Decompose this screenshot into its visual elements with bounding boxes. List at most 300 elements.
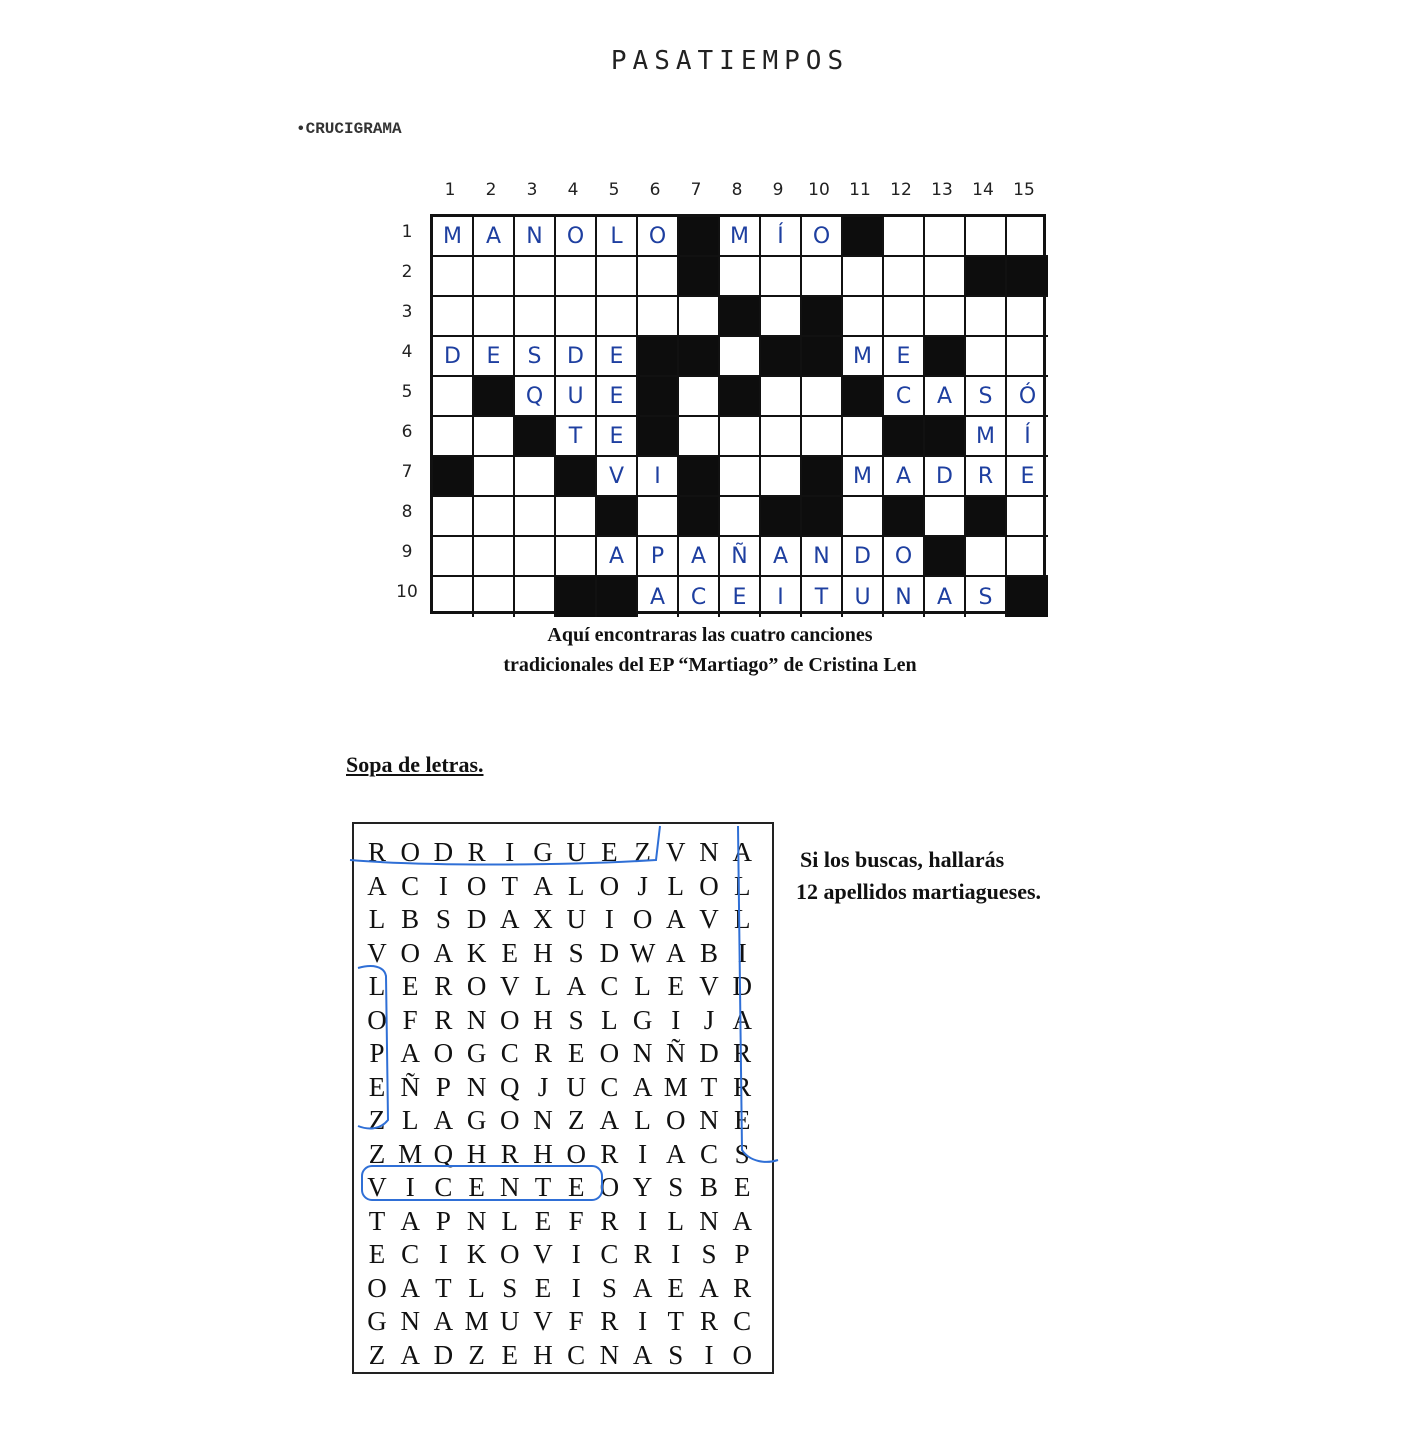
crossword-cell[interactable] [515, 457, 556, 497]
crossword-cell[interactable] [474, 257, 515, 297]
crossword-cell[interactable]: E [597, 377, 638, 417]
crossword-cell[interactable]: M [433, 217, 474, 257]
wordsearch-letter[interactable]: S [668, 1339, 684, 1370]
wordsearch-letter[interactable]: A [632, 1339, 653, 1370]
wordsearch-letter[interactable]: S [568, 1004, 584, 1035]
wordsearch-letter[interactable]: S [701, 1239, 717, 1269]
wordsearch-letter[interactable]: O [566, 1138, 586, 1169]
crossword-cell[interactable]: M [966, 417, 1007, 457]
wordsearch-letter[interactable]: Y [632, 1172, 653, 1202]
wordsearch-letter[interactable]: G [466, 1105, 487, 1135]
wordsearch-letter[interactable]: O [500, 1004, 520, 1035]
wordsearch-letter[interactable]: A [666, 1138, 686, 1169]
wordsearch-letter[interactable]: C [600, 1071, 619, 1102]
wordsearch-letter[interactable]: R [733, 1272, 752, 1303]
wordsearch-letter[interactable]: R [467, 837, 486, 867]
wordsearch-letter[interactable]: A [433, 1306, 454, 1336]
crossword-cell[interactable]: A [925, 577, 966, 617]
wordsearch-letter[interactable]: R [533, 1038, 552, 1068]
crossword-cell[interactable] [720, 257, 761, 297]
crossword-cell[interactable] [474, 417, 515, 457]
wordsearch-letter[interactable]: A [400, 1205, 420, 1236]
wordsearch-letter[interactable]: A [500, 904, 520, 934]
wordsearch-letter[interactable]: C [434, 1172, 453, 1202]
wordsearch-letter[interactable]: E [401, 971, 419, 1001]
wordsearch-letter[interactable]: A [666, 904, 686, 934]
wordsearch-letter[interactable]: L [634, 1105, 651, 1135]
crossword-cell[interactable] [761, 257, 802, 297]
wordsearch-letter[interactable]: I [704, 1339, 714, 1370]
wordsearch-letter[interactable]: W [629, 937, 656, 968]
crossword-cell[interactable]: A [884, 457, 925, 497]
wordsearch-letter[interactable]: O [599, 1172, 620, 1202]
wordsearch-letter[interactable]: I [638, 1138, 648, 1169]
crossword-cell[interactable]: S [966, 377, 1007, 417]
crossword-cell[interactable] [597, 297, 638, 337]
wordsearch-letter[interactable]: I [671, 1004, 681, 1035]
crossword-cell[interactable] [515, 497, 556, 537]
crossword-cell[interactable]: Ó [1007, 377, 1048, 417]
crossword-cell[interactable] [556, 297, 597, 337]
crossword-cell[interactable] [966, 217, 1007, 257]
wordsearch-letter[interactable]: A [732, 1205, 752, 1236]
crossword-cell[interactable] [761, 417, 802, 457]
wordsearch-letter[interactable]: T [534, 1172, 552, 1202]
wordsearch-letter[interactable]: Z [368, 1138, 386, 1169]
wordsearch-letter[interactable]: I [737, 937, 747, 968]
wordsearch-letter[interactable]: F [568, 1205, 584, 1236]
wordsearch-letter[interactable]: R [600, 1138, 619, 1169]
wordsearch-letter[interactable]: R [699, 1306, 718, 1336]
wordsearch-letter[interactable]: O [599, 1038, 620, 1068]
crossword-cell[interactable]: M [843, 337, 884, 377]
crossword-cell[interactable] [597, 257, 638, 297]
crossword-cell[interactable]: N [884, 577, 925, 617]
wordsearch-letter[interactable]: K [466, 1239, 487, 1269]
wordsearch-letter[interactable]: S [668, 1172, 684, 1202]
wordsearch-letter[interactable]: I [505, 837, 515, 867]
wordsearch-letter[interactable]: N [466, 1004, 487, 1035]
wordsearch-letter[interactable]: R [434, 1004, 453, 1035]
wordsearch-letter[interactable]: E [534, 1272, 552, 1303]
crossword-cell[interactable] [720, 457, 761, 497]
wordsearch-letter[interactable]: O [699, 870, 719, 901]
wordsearch-letter[interactable]: E [601, 837, 618, 867]
crossword-cell[interactable] [843, 417, 884, 457]
wordsearch-letter[interactable]: H [533, 1004, 553, 1035]
wordsearch-letter[interactable]: N [400, 1306, 420, 1336]
wordsearch-letter[interactable]: L [401, 1105, 419, 1135]
crossword-cell[interactable]: R [966, 457, 1007, 497]
crossword-cell[interactable]: D [843, 537, 884, 577]
wordsearch-letter[interactable]: A [732, 837, 752, 867]
wordsearch-letter[interactable]: O [433, 1038, 454, 1068]
crossword-cell[interactable] [802, 257, 843, 297]
wordsearch-letter[interactable]: G [466, 1038, 487, 1068]
crossword-cell[interactable] [720, 497, 761, 537]
crossword-cell[interactable]: Q [515, 377, 556, 417]
wordsearch-letter[interactable]: X [533, 904, 553, 934]
wordsearch-letter[interactable]: O [400, 837, 420, 867]
wordsearch-letter[interactable]: C [500, 1038, 519, 1068]
wordsearch-letter[interactable]: U [566, 837, 586, 867]
crossword-cell[interactable]: D [925, 457, 966, 497]
wordsearch-letter[interactable]: O [466, 870, 487, 901]
crossword-cell[interactable] [1007, 537, 1048, 577]
crossword-cell[interactable] [433, 417, 474, 457]
crossword-cell[interactable]: S [966, 577, 1007, 617]
wordsearch-letter[interactable]: E [733, 1105, 751, 1135]
crossword-cell[interactable] [515, 537, 556, 577]
wordsearch-letter[interactable]: J [537, 1071, 549, 1102]
crossword-cell[interactable] [802, 417, 843, 457]
wordsearch-letter[interactable]: D [699, 1038, 719, 1068]
crossword-cell[interactable]: D [556, 337, 597, 377]
wordsearch-letter[interactable]: J [703, 1004, 715, 1035]
wordsearch-letter[interactable]: R [733, 1071, 752, 1102]
crossword-cell[interactable] [679, 297, 720, 337]
wordsearch-letter[interactable]: I [604, 904, 614, 934]
wordsearch-letter[interactable]: L [667, 870, 685, 901]
wordsearch-letter[interactable]: S [601, 1272, 617, 1303]
wordsearch-letter[interactable]: F [568, 1306, 584, 1336]
wordsearch-letter[interactable]: D [599, 937, 620, 968]
crossword-cell[interactable] [966, 297, 1007, 337]
wordsearch-letter[interactable]: P [435, 1071, 451, 1102]
crossword-cell[interactable] [1007, 497, 1048, 537]
wordsearch-letter[interactable]: E [733, 1172, 751, 1202]
crossword-cell[interactable]: E [884, 337, 925, 377]
crossword-cell[interactable]: S [515, 337, 556, 377]
wordsearch-letter[interactable]: N [599, 1339, 620, 1370]
crossword-cell[interactable] [515, 297, 556, 337]
crossword-cell[interactable] [925, 257, 966, 297]
wordsearch-letter[interactable]: E [368, 1239, 386, 1269]
crossword-cell[interactable] [802, 377, 843, 417]
wordsearch-letter[interactable]: A [400, 1272, 420, 1303]
crossword-cell[interactable] [1007, 217, 1048, 257]
wordsearch-letter[interactable]: N [500, 1172, 520, 1202]
crossword-cell[interactable] [1007, 297, 1048, 337]
wordsearch-letter[interactable]: S [502, 1272, 518, 1303]
wordsearch-letter[interactable]: A [732, 1004, 752, 1035]
wordsearch-letter[interactable]: E [468, 1172, 485, 1202]
wordsearch-letter[interactable]: C [401, 1239, 420, 1269]
wordsearch-letter[interactable]: G [367, 1306, 387, 1336]
crossword-cell[interactable] [474, 457, 515, 497]
crossword-cell[interactable] [843, 257, 884, 297]
wordsearch-letter[interactable]: U [500, 1306, 520, 1336]
crossword-cell[interactable]: N [802, 537, 843, 577]
crossword-cell[interactable]: Ñ [720, 537, 761, 577]
crossword-cell[interactable] [761, 297, 802, 337]
crossword-cell[interactable]: E [720, 577, 761, 617]
crossword-cell[interactable]: M [843, 457, 884, 497]
crossword-cell[interactable]: I [638, 457, 679, 497]
wordsearch-letter[interactable]: Z [468, 1339, 485, 1370]
crossword-cell[interactable] [474, 577, 515, 617]
crossword-cell[interactable] [433, 257, 474, 297]
wordsearch-letter[interactable]: V [699, 971, 719, 1001]
wordsearch-letter[interactable]: Z [567, 1105, 585, 1135]
wordsearch-letter[interactable]: R [434, 971, 453, 1001]
crossword-cell[interactable] [966, 537, 1007, 577]
crossword-cell[interactable] [720, 417, 761, 457]
wordsearch-letter[interactable]: S [568, 937, 584, 968]
wordsearch-letter[interactable]: Ñ [400, 1071, 420, 1102]
crossword-cell[interactable] [1007, 337, 1048, 377]
wordsearch-letter[interactable]: A [599, 1105, 620, 1135]
crossword-cell[interactable] [638, 497, 679, 537]
crossword-cell[interactable] [966, 337, 1007, 377]
crossword-cell[interactable]: L [597, 217, 638, 257]
wordsearch-letter[interactable]: L [534, 971, 552, 1001]
wordsearch-letter[interactable]: E [501, 1339, 519, 1370]
wordsearch-letter[interactable]: H [466, 1138, 487, 1169]
wordsearch-letter[interactable]: O [632, 904, 653, 934]
wordsearch-letter[interactable]: N [699, 837, 719, 867]
wordsearch-letter[interactable]: D [433, 1339, 454, 1370]
crossword-cell[interactable] [925, 497, 966, 537]
wordsearch-letter[interactable]: A [699, 1272, 719, 1303]
crossword-cell[interactable]: T [556, 417, 597, 457]
wordsearch-letter[interactable]: J [637, 870, 648, 901]
crossword-cell[interactable] [679, 417, 720, 457]
crossword-cell[interactable] [761, 457, 802, 497]
wordsearch-letter[interactable]: M [464, 1306, 489, 1336]
wordsearch-letter[interactable]: E [667, 971, 685, 1001]
wordsearch-letter[interactable]: Q [433, 1138, 454, 1169]
crossword-cell[interactable] [638, 297, 679, 337]
wordsearch-letter[interactable]: T [700, 1071, 718, 1102]
wordsearch-letter[interactable]: O [500, 1105, 520, 1135]
wordsearch-letter[interactable]: E [567, 1172, 585, 1202]
wordsearch-letter[interactable]: A [533, 870, 553, 901]
wordsearch-letter[interactable]: E [534, 1205, 552, 1236]
wordsearch-letter[interactable]: M [663, 1071, 688, 1102]
wordsearch-letter[interactable]: E [368, 1071, 386, 1102]
wordsearch-letter[interactable]: N [632, 1038, 653, 1068]
wordsearch-letter[interactable]: I [571, 1239, 581, 1269]
wordsearch-letter[interactable]: C [699, 1138, 718, 1169]
crossword-cell[interactable] [474, 297, 515, 337]
wordsearch-letter[interactable]: A [400, 1339, 420, 1370]
crossword-cell[interactable]: D [433, 337, 474, 377]
wordsearch-letter[interactable]: U [566, 904, 586, 934]
wordsearch-letter[interactable]: I [405, 1172, 415, 1202]
wordsearch-letter[interactable]: P [734, 1239, 750, 1269]
crossword-cell[interactable] [433, 297, 474, 337]
wordsearch-letter[interactable]: O [367, 1004, 387, 1035]
wordsearch-letter[interactable]: U [566, 1071, 586, 1102]
crossword-cell[interactable]: O [556, 217, 597, 257]
wordsearch-letter[interactable]: I [438, 870, 448, 901]
wordsearch-letter[interactable]: N [466, 1071, 487, 1102]
wordsearch-letter[interactable]: K [466, 937, 487, 968]
wordsearch-letter[interactable]: N [533, 1105, 553, 1135]
crossword-cell[interactable]: Í [1007, 417, 1048, 457]
wordsearch-letter[interactable]: O [400, 937, 420, 968]
crossword-cell[interactable]: O [884, 537, 925, 577]
wordsearch-letter[interactable]: I [638, 1306, 648, 1336]
wordsearch-letter[interactable]: C [401, 870, 420, 901]
wordsearch-letter[interactable]: C [733, 1306, 752, 1336]
wordsearch-letter[interactable]: C [567, 1339, 586, 1370]
wordsearch-letter[interactable]: A [433, 937, 454, 968]
wordsearch-letter[interactable]: A [433, 1105, 454, 1135]
wordsearch-letter[interactable]: T [435, 1272, 452, 1303]
wordsearch-letter[interactable]: V [533, 1306, 553, 1336]
crossword-cell[interactable]: V [597, 457, 638, 497]
crossword-cell[interactable]: P [638, 537, 679, 577]
wordsearch-letter[interactable]: N [699, 1205, 719, 1236]
wordsearch-letter[interactable]: R [733, 1038, 752, 1068]
wordsearch-letter[interactable]: I [671, 1239, 681, 1269]
wordsearch-letter[interactable]: A [666, 937, 686, 968]
crossword-cell[interactable] [638, 257, 679, 297]
crossword-cell[interactable]: A [925, 377, 966, 417]
crossword-cell[interactable] [679, 377, 720, 417]
wordsearch-letter[interactable]: R [633, 1239, 652, 1269]
wordsearch-letter[interactable]: F [402, 1004, 418, 1035]
wordsearch-letter[interactable]: L [368, 971, 386, 1001]
wordsearch-letter[interactable]: H [533, 1339, 553, 1370]
wordsearch-letter[interactable]: G [632, 1004, 653, 1035]
wordsearch-letter[interactable]: P [435, 1205, 451, 1236]
crossword-cell[interactable]: U [556, 377, 597, 417]
wordsearch-letter[interactable]: O [367, 1272, 387, 1303]
crossword-cell[interactable] [925, 217, 966, 257]
wordsearch-letter[interactable]: L [368, 904, 386, 934]
wordsearch-letter[interactable]: N [466, 1205, 487, 1236]
wordsearch-letter[interactable]: L [733, 904, 751, 934]
crossword-cell[interactable] [761, 377, 802, 417]
crossword-cell[interactable]: M [720, 217, 761, 257]
crossword-cell[interactable] [515, 577, 556, 617]
wordsearch-letter[interactable]: C [600, 1239, 619, 1269]
wordsearch-letter[interactable]: R [600, 1306, 619, 1336]
crossword-cell[interactable] [884, 257, 925, 297]
crossword-cell[interactable] [433, 537, 474, 577]
wordsearch-letter[interactable]: D [466, 904, 487, 934]
crossword-cell[interactable]: A [679, 537, 720, 577]
wordsearch-letter[interactable]: S [435, 904, 451, 934]
wordsearch-letter[interactable]: O [500, 1239, 520, 1269]
wordsearch-letter[interactable]: D [433, 837, 454, 867]
wordsearch-letter[interactable]: S [734, 1138, 750, 1169]
wordsearch-letter[interactable]: G [533, 837, 553, 867]
wordsearch-letter[interactable]: O [466, 971, 487, 1001]
crossword-cell[interactable]: C [679, 577, 720, 617]
wordsearch-letter[interactable]: M [398, 1138, 423, 1169]
crossword-cell[interactable]: E [597, 417, 638, 457]
wordsearch-letter[interactable]: Q [500, 1071, 520, 1102]
wordsearch-letter[interactable]: O [666, 1105, 686, 1135]
crossword-cell[interactable] [474, 497, 515, 537]
wordsearch-letter[interactable]: T [368, 1205, 386, 1236]
wordsearch-letter[interactable]: E [567, 1038, 585, 1068]
wordsearch-letter[interactable]: E [667, 1272, 685, 1303]
wordsearch-letter[interactable]: L [601, 1004, 618, 1035]
crossword-cell[interactable]: E [474, 337, 515, 377]
wordsearch-letter[interactable]: V [533, 1239, 553, 1269]
wordsearch-letter[interactable]: V [367, 1172, 387, 1202]
wordsearch-letter[interactable]: R [600, 1205, 619, 1236]
crossword-cell[interactable] [720, 337, 761, 377]
crossword-cell[interactable]: A [597, 537, 638, 577]
wordsearch-letter[interactable]: A [632, 1272, 653, 1303]
crossword-cell[interactable]: C [884, 377, 925, 417]
crossword-cell[interactable] [433, 377, 474, 417]
crossword-cell[interactable]: A [474, 217, 515, 257]
crossword-cell[interactable] [515, 257, 556, 297]
wordsearch-letter[interactable]: H [533, 1138, 553, 1169]
crossword-cell[interactable]: A [761, 537, 802, 577]
crossword-cell[interactable]: E [1007, 457, 1048, 497]
crossword-cell[interactable]: A [638, 577, 679, 617]
crossword-cell[interactable] [556, 537, 597, 577]
wordsearch-letter[interactable]: A [566, 971, 586, 1001]
wordsearch-letter[interactable]: O [599, 870, 620, 901]
wordsearch-letter[interactable]: V [367, 937, 387, 968]
wordsearch-letter[interactable]: B [699, 1172, 718, 1202]
crossword-cell[interactable] [433, 577, 474, 617]
wordsearch-letter[interactable]: D [732, 971, 752, 1001]
wordsearch-letter[interactable]: Z [368, 1339, 386, 1370]
wordsearch-letter[interactable]: I [438, 1239, 448, 1269]
wordsearch-letter[interactable]: H [533, 937, 553, 968]
crossword-cell[interactable] [925, 297, 966, 337]
crossword-cell[interactable]: E [597, 337, 638, 377]
crossword-cell[interactable] [556, 257, 597, 297]
wordsearch-letter[interactable]: V [666, 837, 686, 867]
crossword-cell[interactable]: N [515, 217, 556, 257]
wordsearch-letter[interactable]: T [667, 1306, 685, 1336]
wordsearch-letter[interactable]: N [699, 1105, 719, 1135]
wordsearch-letter[interactable]: O [732, 1339, 752, 1370]
wordsearch-letter[interactable]: C [600, 971, 619, 1001]
wordsearch-letter[interactable]: E [501, 937, 519, 968]
wordsearch-letter[interactable]: Z [634, 837, 651, 867]
crossword-cell[interactable]: T [802, 577, 843, 617]
wordsearch-letter[interactable]: V [500, 971, 520, 1001]
wordsearch-letter[interactable]: R [500, 1138, 519, 1169]
wordsearch-letter[interactable]: B [401, 904, 420, 934]
wordsearch-letter[interactable]: B [699, 937, 718, 968]
crossword-cell[interactable] [884, 297, 925, 337]
crossword-cell[interactable]: O [638, 217, 679, 257]
crossword-cell[interactable]: I [761, 577, 802, 617]
wordsearch-letter[interactable]: Ñ [666, 1038, 686, 1068]
wordsearch-letter[interactable]: A [632, 1071, 653, 1102]
wordsearch-letter[interactable]: L [468, 1272, 485, 1303]
wordsearch-letter[interactable]: L [634, 971, 651, 1001]
crossword-cell[interactable] [884, 217, 925, 257]
wordsearch-letter[interactable]: A [400, 1038, 420, 1068]
wordsearch-letter[interactable]: I [571, 1272, 581, 1303]
crossword-cell[interactable] [556, 497, 597, 537]
wordsearch-letter[interactable]: I [638, 1205, 648, 1236]
wordsearch-letter[interactable]: T [501, 870, 519, 901]
wordsearch-letter[interactable]: Z [368, 1105, 386, 1135]
wordsearch-letter[interactable]: L [667, 1205, 685, 1236]
crossword-cell[interactable]: O [802, 217, 843, 257]
wordsearch-letter[interactable]: L [501, 1205, 519, 1236]
crossword-cell[interactable] [433, 497, 474, 537]
crossword-cell[interactable]: Í [761, 217, 802, 257]
crossword-cell[interactable] [474, 537, 515, 577]
wordsearch-letter[interactable]: L [733, 870, 751, 901]
